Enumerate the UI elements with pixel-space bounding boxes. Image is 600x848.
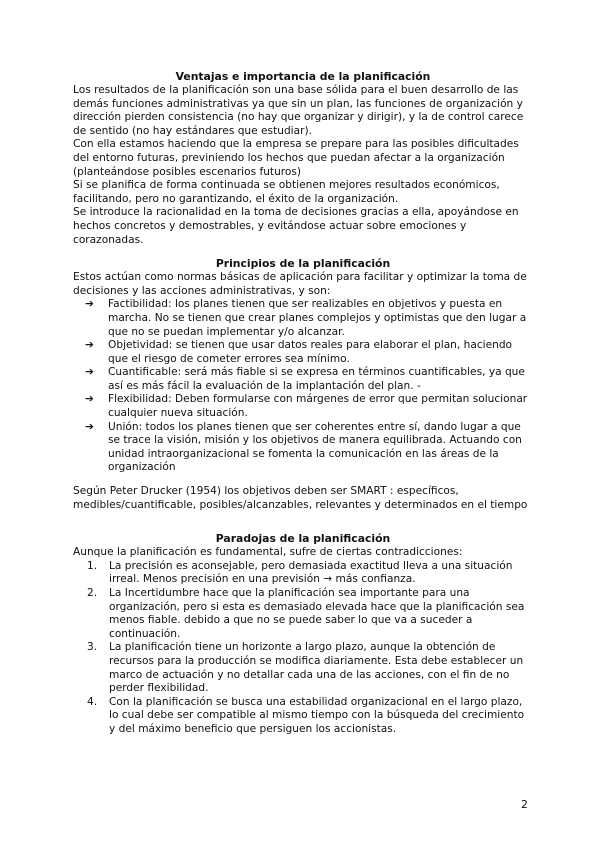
- list-number: 2.: [87, 587, 98, 599]
- list-item-text: Objetividad: se tienen que usar datos reales para elaborar el plan, haciendo que el riesgo de cometer errores sea mínimo.: [108, 339, 513, 365]
- list-item: [87, 641, 533, 695]
- paragraph: Con ella estamos haciendo que la empresa se prepare para las posibles dificultades del entorno futuras, previniendo los hechos que puedan afectar a la organización (planteándose posibles escenarios futuros): [73, 138, 519, 178]
- list-item: [85, 298, 533, 339]
- arrow-bullet-icon: ➔: [85, 420, 94, 433]
- document-page: [73, 70, 533, 737]
- smart-note: Según Peter Drucker (1954) los objetivos deben ser SMART : específicos, medibles/cuantificable, posibles/alcanzables, relevantes y determinados en el tiempo: [73, 485, 528, 511]
- list-item-text: Cuantificable: será más fiable si se expresa en términos cuantificables, ya que así es más fácil la evaluación de la implantación del plan. -: [108, 366, 525, 392]
- heading-ventajas: Ventajas e importancia de la planificación: [175, 70, 431, 83]
- heading-paradojas: Paradojas de la planificación: [215, 532, 391, 546]
- list-item: [85, 421, 533, 475]
- arrow-bullet-icon: ➔: [85, 366, 94, 379]
- list-number: 3.: [87, 641, 98, 654]
- list-number: 1.: [87, 559, 98, 572]
- list-item-text: Flexibilidad: Deben formularse con márgenes de error que permitan solucionar cualquier nueva situación.: [108, 393, 528, 420]
- arrow-bullet-icon: ➔: [85, 393, 94, 406]
- list-item: [85, 366, 533, 393]
- page-number: 2: [521, 798, 528, 811]
- heading-principios: Principios de la planificación: [215, 257, 391, 271]
- list-item-text: La Incertidumbre hace que la planificación sea importante para una organización, pero si esta es demasiado elevada hace que la planificación sea menos fiable. debido a que no se puede saber lo que va a suceder a continuación.: [109, 587, 525, 640]
- list-item: [87, 587, 533, 641]
- list-item: [87, 560, 533, 587]
- list-item: [87, 696, 533, 737]
- list-item-text: La precisión es aconsejable, pero demasiada exactitud lleva a una situación irreal. Menos precisión en una previsión → más confianza.: [109, 559, 513, 586]
- paradoxes-intro: Aunque la planificación es fundamental, sufre de ciertas contradicciones:: [73, 546, 463, 559]
- principles-list: [73, 298, 533, 475]
- arrow-bullet-icon: ➔: [85, 298, 94, 311]
- paradoxes-list: [73, 560, 533, 737]
- list-item-text: Unión: todos los planes tienen que ser coherentes entre sí, dando lugar a que se trace la visión, misión y los objetivos de manera equilibrada. Actuando con unidad intraorganizacional se fomenta la comunicación en las áreas de la organización: [108, 420, 522, 474]
- list-item: [85, 393, 533, 420]
- list-number: 4.: [87, 695, 98, 708]
- arrow-bullet-icon: ➔: [85, 339, 94, 352]
- paragraph: Se introduce la racionalidad en la toma de decisiones gracias a ella, apoyándose en hechos concretos y demostrables, y evitándose actuar sobre emociones y corazonadas.: [73, 206, 519, 246]
- paragraph: Los resultados de la planificación son una base sólida para el buen desarrollo de las demás funciones administrativas ya que sin un plan, las funciones de organización y dirección pierden consistencia (no hay que organizar y dirigir), y la de control carece de sentido (no hay estándares que estudiar).: [73, 84, 524, 137]
- principles-intro: Estos actúan como normas básicas de aplicación para facilitar y optimizar la toma de decisiones y las acciones administrativas, y son:: [73, 271, 527, 297]
- list-item-text: Con la planificación se busca una estabilidad organizacional en el largo plazo, lo cual debe ser compatible al mismo tiempo con la búsqueda del crecimiento y del máximo beneficio que persiguen los accionistas.: [109, 695, 525, 735]
- list-item-text: Factibilidad: los planes tienen que ser realizables en objetivos y puesta en marcha. No se tienen que crear planes complejos y optimistas que den lugar a que no se puedan implementar y/o alcanzar.: [108, 298, 527, 338]
- list-item: [85, 339, 533, 366]
- list-item-text: La planificación tiene un horizonte a largo plazo, aunque la obtención de recursos para la producción se modifica diariamente. Esta debe establecer un marco de actuación y no detallar cada una de las acciones, con el fin de no perder flexibilidad.: [109, 641, 524, 695]
- paragraph: Si se planifica de forma continuada se obtienen mejores resultados económicos, facilitando, pero no garantizando, el éxito de la organización.: [73, 179, 500, 205]
